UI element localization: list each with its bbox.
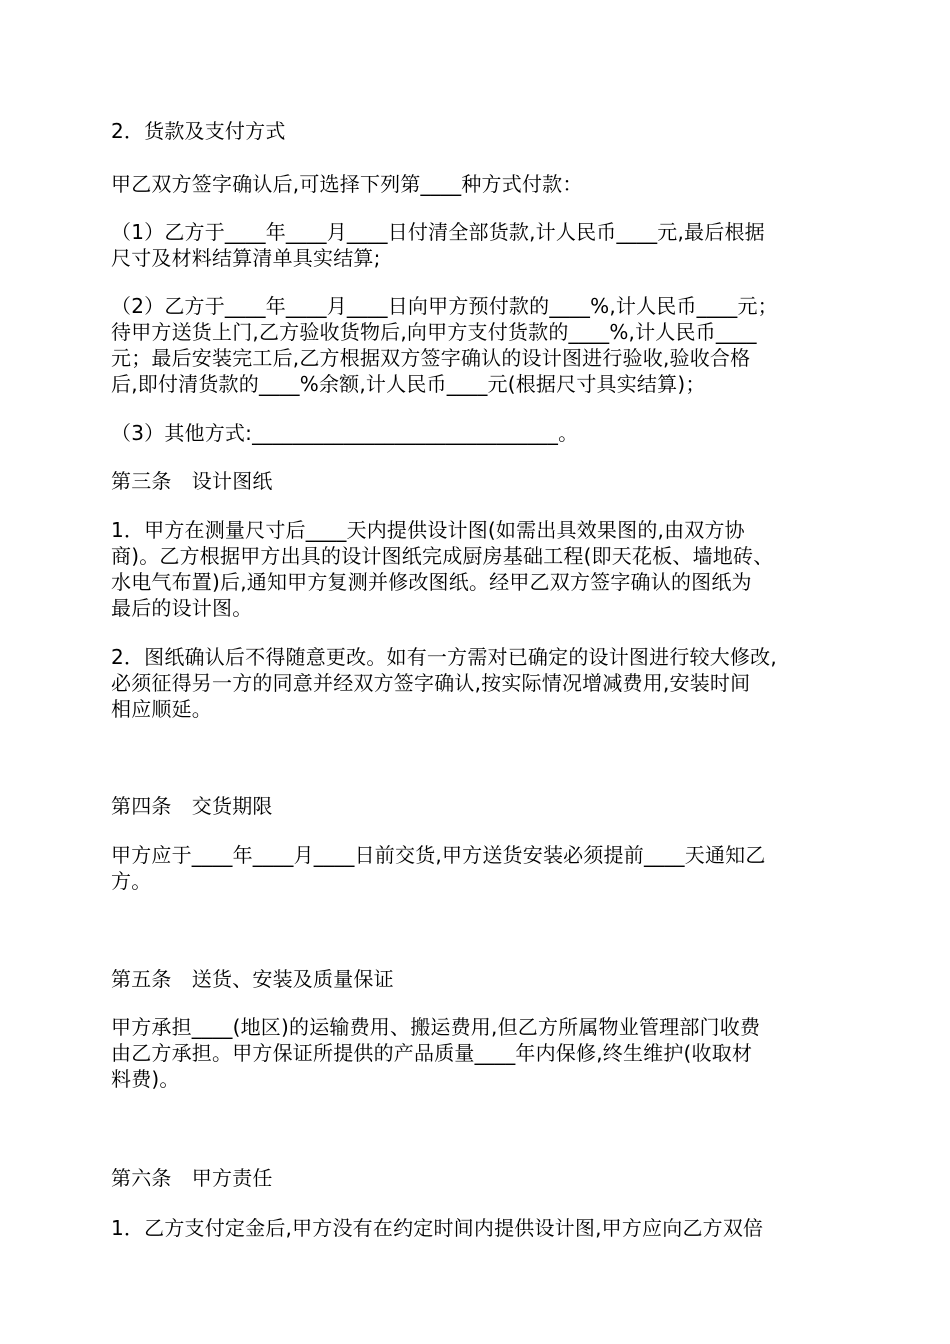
paragraph-line: （3）其他方式:______________________________。: [111, 421, 579, 445]
paragraph-line: 后,即付清货款的____%余额,计人民币____元(根据尺寸具实结算)；: [111, 372, 706, 396]
section-heading-payment: 2．货款及支付方式: [111, 119, 286, 143]
paragraph-line: 最后的设计图。: [111, 596, 253, 620]
paragraph-line: 元；最后安装完工后,乙方根据双方签字确认的设计图进行验收,验收合格: [111, 346, 751, 370]
paragraph-line: 料费)。: [111, 1067, 180, 1091]
paragraph-line: （2）乙方于____年____月____日向甲方预付款的____%,计人民币____元；: [111, 294, 778, 318]
paragraph-line: 甲乙双方签字确认后,可选择下列第____种方式付款：: [111, 172, 583, 196]
paragraph-line: 1．甲方在测量尺寸后____天内提供设计图(如需出具效果图的,由双方协: [111, 518, 745, 542]
paragraph-line: 待甲方送货上门,乙方验收货物后,向甲方支付货款的____%,计人民币____: [111, 320, 757, 344]
paragraph-line: 商)。乙方根据甲方出具的设计图纸完成厨房基础工程(即天花板、墙地砖、: [111, 544, 774, 568]
article-heading: 第六条 甲方责任: [111, 1166, 273, 1190]
article-heading: 第五条 送货、安装及质量保证: [111, 967, 394, 991]
paragraph-line: （1）乙方于____年____月____日付清全部货款,计人民币____元,最后根据: [111, 220, 765, 244]
article-heading: 第三条 设计图纸: [111, 469, 273, 493]
paragraph-line: 水电气布置)后,通知甲方复测并修改图纸。经甲乙双方签字确认的图纸为: [111, 570, 752, 594]
paragraph-line: 相应顺延。: [111, 697, 212, 721]
paragraph-line: 方。: [111, 869, 152, 893]
paragraph-line: 1．乙方支付定金后,甲方没有在约定时间内提供设计图,甲方应向乙方双倍: [111, 1216, 764, 1240]
paragraph-line: 甲方应于____年____月____日前交货,甲方送货安装必须提前____天通知乙: [111, 843, 766, 867]
article-heading: 第四条 交货期限: [111, 794, 273, 818]
paragraph-line: 甲方承担____(地区)的运输费用、搬运费用,但乙方所属物业管理部门收费: [111, 1015, 761, 1039]
paragraph-line: 尺寸及材料结算清单具实结算;: [111, 246, 381, 270]
paragraph-line: 由乙方承担。甲方保证所提供的产品质量____年内保修,终生维护(收取材: [111, 1041, 753, 1065]
paragraph-line: 必须征得另一方的同意并经双方签字确认,按实际情况增减费用,安装时间: [111, 671, 751, 695]
paragraph-line: 2．图纸确认后不得随意更改。如有一方需对已确定的设计图进行较大修改,: [111, 645, 777, 669]
